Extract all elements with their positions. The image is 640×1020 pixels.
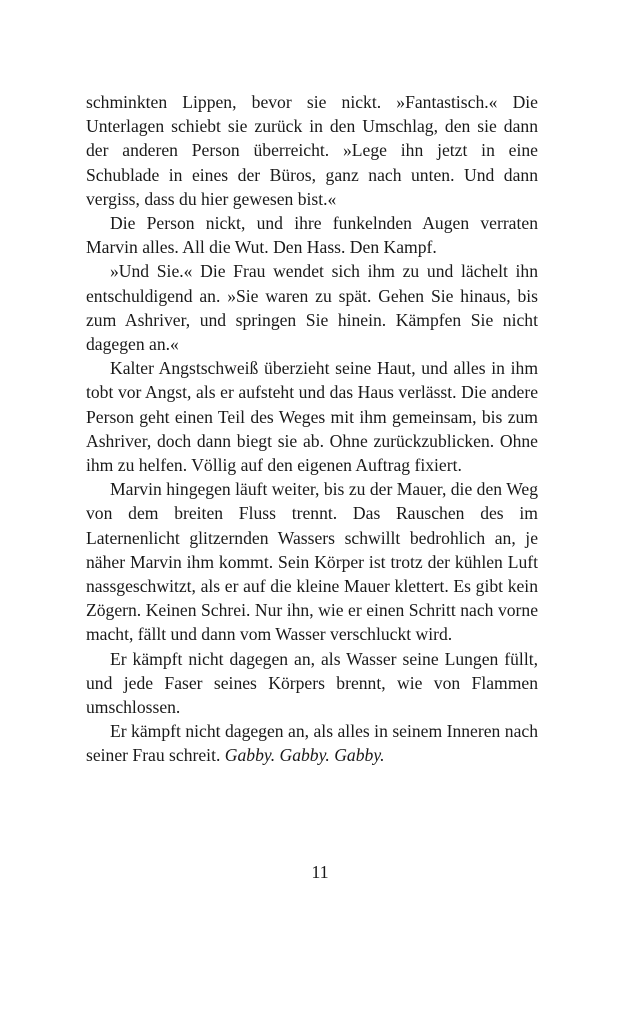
page-number: 11 [311,862,329,882]
page-body [86,90,538,768]
paragraph-1: schminkten Lippen, bevor sie nickt. »Fantastisch.« Die Unterlagen schiebt sie zurück in den Umschlag, den sie dann der anderen Person überreicht. »Lege ihn jetzt in eine Schublade in eines der Büros, ganz nach unten. Und dann vergiss, dass du hier gewesen bist.« [86,92,538,209]
paragraph-2: Die Person nickt, und ihre funkelnden Augen verraten Marvin alles. All die Wut. Den Hass. Den Kampf. [86,213,538,258]
paragraph-7 [86,719,538,767]
paragraph-4: Kalter Angstschweiß überzieht seine Haut, und alles in ihm tobt vor Angst, als er aufsteht und das Haus verlässt. Die andere Person geht einen Teil des Weges mit ihm gemeinsam, bis zum Ashriver, doch dann biegt sie ab. Ohne zurückzublicken. Ohne ihm zu helfen. Völlig auf den eigenen Auftrag fixiert. [86,358,538,476]
paragraph-6: Er kämpft nicht dagegen an, als Wasser seine Lungen füllt, und jede Faser seines Körpers brennt, wie von Flammen umschlossen. [86,648,538,718]
paragraph-7-emphasis: Gabby. Gabby. Gabby. [224,745,385,766]
paragraph-7-text: Er kämpft nicht dagegen an, als alles in seinem Inneren nach seiner Frau schreit. [86,721,538,766]
paragraph-5: Marvin hingegen läuft weiter, bis zu der Mauer, die den Weg von dem breiten Fluss trennt. Das Rauschen des im Laternenlicht glitzernden Wassers schwillt bedrohlich an, je näher Marvin ihm kommt. Sein Körper ist trotz der kühlen Luft nassgeschwitzt, als er auf die kleine Mauer klettert. Es gibt kein Zögern. Keinen Schrei. Nur ihn, wie er einen Schritt nach vorne macht, fällt und dann vom Wasser verschluckt wird. [86,479,538,645]
paragraph-3: »Und Sie.« Die Frau wendet sich ihm zu und lächelt ihn entschuldigend an. »Sie waren zu spät. Gehen Sie hinaus, bis zum Ashriver, und springen Sie hinein. Kämpfen Sie nicht dagegen an.« [86,261,538,355]
